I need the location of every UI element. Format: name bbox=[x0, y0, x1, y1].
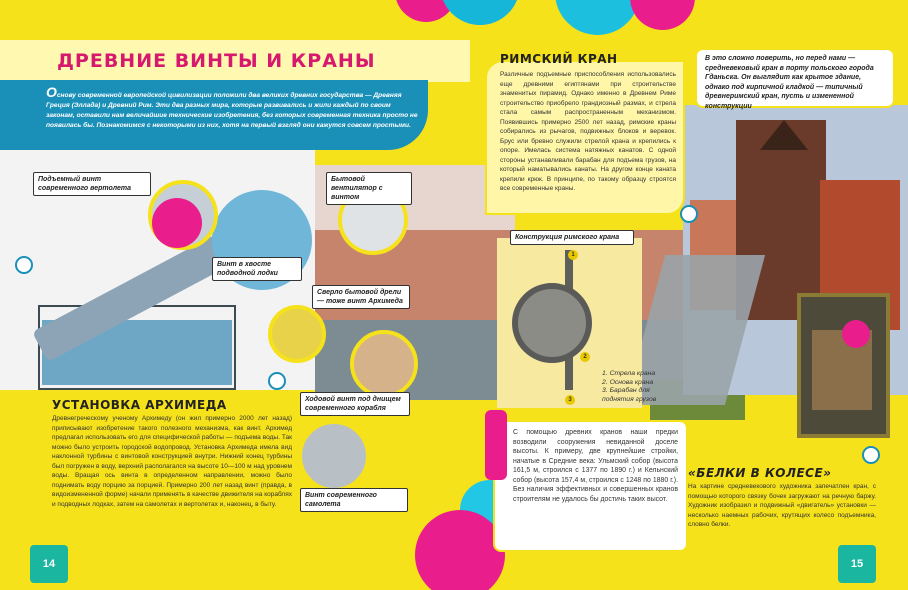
info-accent-bar bbox=[485, 410, 507, 480]
legend-item-2: 2. Основа крана bbox=[602, 378, 654, 386]
wheel-text: На картине средневекового художника запечатлен кран, с помощью которого связку бочек загружают на речную баржу. Художник изобразил и подвижный «двигатель» установки — несколько наемных рабочих, крутящих колесо подъемника, словно белки. bbox=[688, 483, 876, 528]
pin-icon bbox=[15, 256, 33, 274]
legend-item-3: 3. Барабан для поднятия грузов bbox=[602, 387, 657, 403]
roman-title: РИМСКИЙ КРАН bbox=[500, 52, 618, 66]
label-drill: Сверло бытовой дрели — тоже винт Архимеда bbox=[312, 285, 410, 309]
page-title: ДРЕВНИЕ ВИНТЫ И КРАНЫ bbox=[57, 50, 376, 72]
crane-wheel bbox=[512, 283, 592, 363]
crane-legend bbox=[602, 370, 682, 404]
crane-roof bbox=[760, 120, 808, 150]
pin-icon bbox=[268, 372, 286, 390]
marker-2: 2 bbox=[580, 352, 590, 362]
label-submarine: Винт в хвосте подводной лодки bbox=[212, 257, 302, 281]
info-text: С помощью древних кранов наши предки возводили сооружения невиданной доселе высоты. К примеру, две крупнейшие стройки, начатые в Средние века: Ульмский собор (высота 161,5 м, строился с 1377 по 1890 г.) и Кельнский собор (высота 157,4 м, строился с 1248 по 1880 г.). Без наличия эффективных и совершенных кранов строителям не удалось бы достичь таких высот. bbox=[513, 429, 678, 503]
decor-circle bbox=[555, 0, 640, 35]
archimedes-text: Древнегреческому ученому Архимеду (он жил примерно 2000 лет назад) приписывают изобретение такого полезного механизма, как винт. Архимед предлагал использовать его для специфической работы — подъема воды. Так можно было устроить городской водопровод. Установка Архимеда имела вид наклонной турбины с винтовой конструкцией внутри. Нижний конец турбины был погружен в воду, верхний располагался на высоте 10—100 м над уровнем воды. Вращая ось винта в определенном направлении, можно было поднимать воду порцию за порцией. Примерно 200 лет назад винт (правда, в видоизмененной форме) начали применять в качестве движителя на кораблях и подводных лодках, затем на самолетах и вертолетах и, наконец, в быту. bbox=[52, 415, 292, 508]
pin-icon bbox=[862, 446, 880, 464]
page-number-left: 14 bbox=[30, 545, 68, 583]
plane-propeller-image bbox=[298, 420, 370, 492]
decor-circle bbox=[842, 320, 870, 348]
label-ship: Ходовой винт под днищем современного корабля bbox=[300, 392, 410, 416]
legend-item-1: 1. Стрела крана bbox=[602, 370, 656, 377]
label-roman-crane: Конструкция римского крана bbox=[510, 230, 634, 245]
label-fan: Бытовой вентилятор с винтом bbox=[326, 172, 412, 205]
gdansk-note-text: В это сложно поверить, но перед нами — средневековый кран в порту польского города Гданьска. Он выглядит как крытое здание, однако под кирпичной кладкой — типичный древнеримский кран, пусть и измененной конструкции bbox=[705, 55, 874, 110]
intro-paragraph bbox=[46, 84, 420, 131]
decor-circle bbox=[152, 198, 202, 248]
marker-1: 1 bbox=[568, 250, 578, 260]
intro-text: снову современной европейской цивилизации положили два великих древних государства — Древняя Греция (Эллада) и Древний Рим. Эти два разных мира, которые развивались и жили каждый по своим законам, оставили нам величайшие технические изобретения, без которых современная техника просто не появилась бы. Познакомимся с некоторыми из них, хотя на первый взгляд они кажутся совсем простыми. bbox=[46, 92, 418, 129]
marker-3: 3 bbox=[565, 395, 575, 405]
decor-circle bbox=[440, 0, 520, 25]
label-plane: Винт современного самолета bbox=[300, 488, 408, 512]
page-number-right: 15 bbox=[838, 545, 876, 583]
decor-circle bbox=[415, 510, 505, 590]
dropcap: О bbox=[46, 84, 57, 100]
archimedes-title: УСТАНОВКА АРХИМЕДА bbox=[52, 398, 227, 412]
ship-propeller-image bbox=[350, 330, 418, 398]
wheel-title: «БЕЛКИ В КОЛЕСЕ» bbox=[688, 466, 832, 480]
intro-box bbox=[0, 80, 428, 150]
pin-icon bbox=[680, 205, 698, 223]
drill-image bbox=[268, 305, 326, 363]
roman-text: Различные подъемные приспособления использовались еще древними египтянами при строительстве знаменитых пирамид. Однако именно в Древнем Риме строительство приобрело грандиозный размах, и стрела стала самым распространенным механизмом. Появившись примерно 2500 лет назад, римские краны собирались из рычагов, подвижных блоков и веревок. Брус или бревно служили стрелой крана и крепились к опоре. Имелась система натяжных канатов. С одной стороны устанавливали барабан для подъема грузов, на который наматывались канаты. На другом конце каната крепили крюк. В принципе, по такому образцу строятся все современные краны. bbox=[500, 71, 676, 192]
decor-circle bbox=[630, 0, 695, 30]
cathedral-info-box bbox=[493, 420, 688, 552]
label-helicopter: Подъемный винт современного вертолета bbox=[33, 172, 151, 196]
gdansk-note bbox=[695, 48, 895, 108]
